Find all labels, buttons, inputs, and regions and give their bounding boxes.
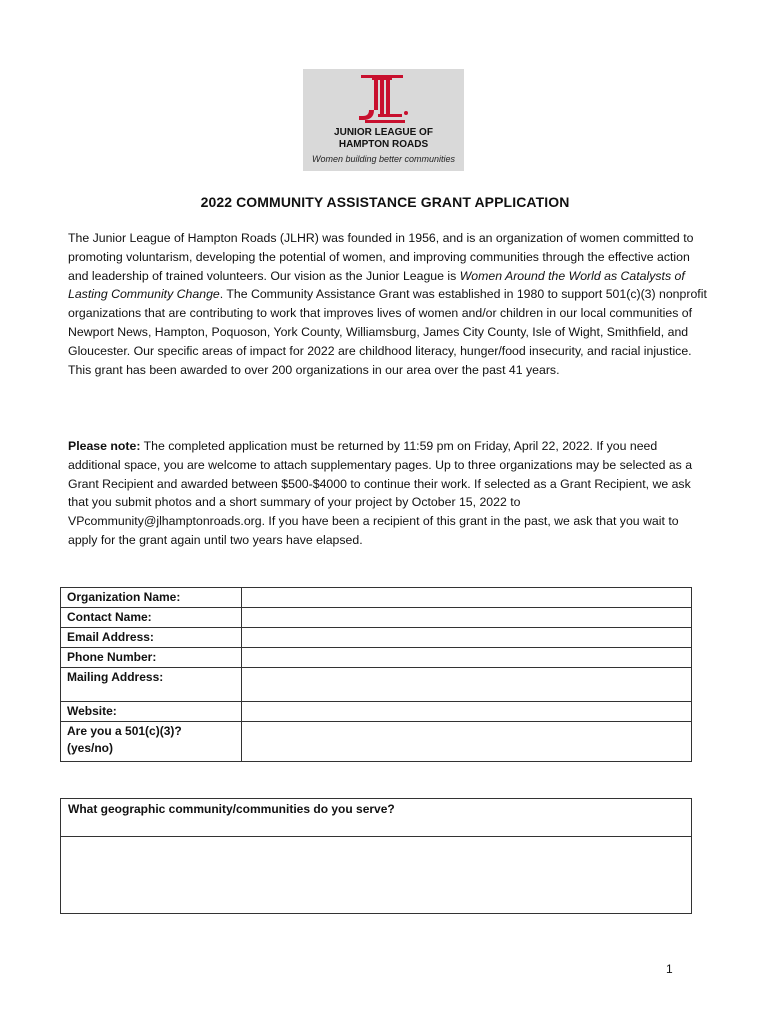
nonprofit-status-field[interactable] [242, 722, 692, 762]
phone-field[interactable] [242, 648, 692, 668]
table-row [61, 588, 692, 608]
jl-logo-icon [347, 73, 417, 125]
nonprofit-hint: (yes/no) [67, 741, 114, 755]
vision-statement: Women Around the World as Catalysts of Lasting Community Change [68, 268, 685, 302]
nonprofit-question: Are you a 501(c)(3)? [67, 724, 182, 738]
table-row [61, 702, 692, 722]
jl-logo [303, 69, 464, 171]
nonprofit-status-label [61, 722, 242, 762]
mailing-address-field[interactable] [242, 668, 692, 702]
intro-text-part2: . The Community Assistance Grant was established in 1980 to support 501(c)(3) nonprofit organizations that are contributing to work that improves lives of women and/or children in our local communities of Newport News, Hampton, Poquoson, York County, Williamsburg, James City County, Isle of Wight, Smithfield, and Gloucester. Our specific areas of impact for 2022 are childhood literacy, hunger/food insecurity, and racial injustice. This grant has been awarded to over 200 organizations in our area over the past 41 years. [68, 287, 707, 377]
table-row [61, 628, 692, 648]
intro-paragraph [68, 229, 708, 379]
org-name-field[interactable] [242, 588, 692, 608]
organization-info-table [60, 587, 692, 762]
logo-name-line1: JUNIOR LEAGUE OF [334, 127, 433, 138]
note-text: The completed application must be returned by 11:59 pm on Friday, April 22, 2022. If you need additional space, you are welcome to attach supplementary pages. Up to three organizations may be selected as a Grant Recipient and awarded between $500-$4000 to continue their work. If selected as a Grant Recipient, we ask that you submit photos and a short summary of your project by October 15, 2022 to VPcommunity@jlhamptonroads.org. If you have been a recipient of this grant in the past, we ask that you wait to apply for the grant again until two years have elapsed. [68, 439, 693, 547]
org-name-label: Organization Name: [61, 588, 242, 608]
mailing-address-label: Mailing Address: [61, 668, 242, 702]
table-row [61, 648, 692, 668]
contact-name-field[interactable] [242, 608, 692, 628]
website-label: Website: [61, 702, 242, 722]
intro-text-part1: The Junior League of Hampton Roads (JLHR) was founded in 1956, and is an organization of women committed to promoting voluntarism, developing the potential of women, and improving communities through the effective action and leadership of trained volunteers. Our vision as the Junior League is [68, 231, 694, 283]
geographic-community-answer-field[interactable] [61, 837, 691, 913]
note-paragraph [68, 437, 708, 550]
page-title: 2022 COMMUNITY ASSISTANCE GRANT APPLICATION [200, 194, 570, 210]
email-label: Email Address: [61, 628, 242, 648]
email-field[interactable] [242, 628, 692, 648]
table-row [61, 608, 692, 628]
logo-name-line2: HAMPTON ROADS [338, 139, 429, 150]
table-row [61, 668, 692, 702]
geographic-community-box [60, 798, 692, 914]
contact-name-label: Contact Name: [61, 608, 242, 628]
logo-tagline: Women building better communities [311, 154, 456, 164]
geographic-community-question: What geographic community/communities do you serve? [61, 799, 691, 837]
page-number: 1 [666, 962, 673, 976]
table-row [61, 722, 692, 762]
note-label: Please note: [68, 439, 141, 453]
website-field[interactable] [242, 702, 692, 722]
phone-label: Phone Number: [61, 648, 242, 668]
